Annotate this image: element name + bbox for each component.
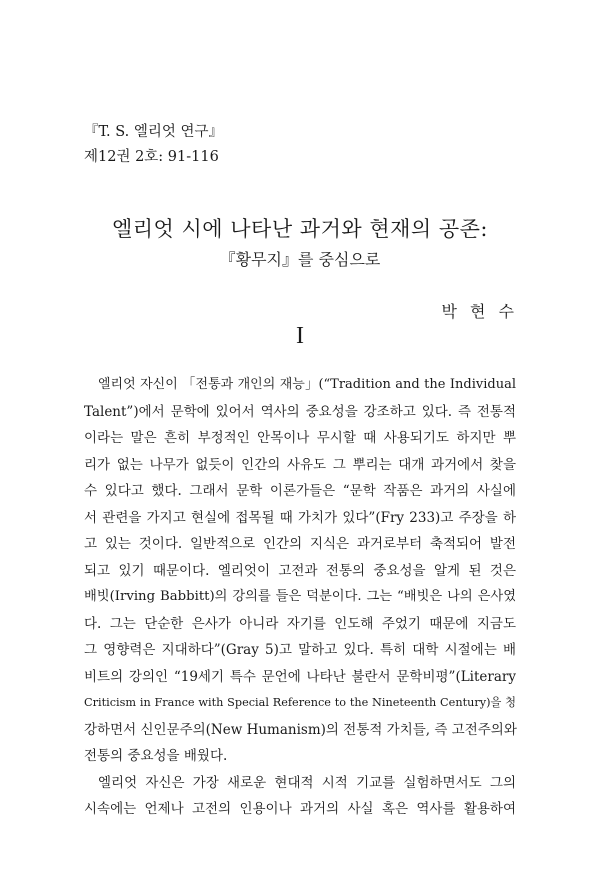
body-line: 수 있다고 했다. 그래서 문학 이론가들은 “문학 작품은 과거의 사실에	[84, 483, 516, 499]
body-line: 이라는 말은 흔히 부정적인 안목이나 무시할 때 사용되기도 하지만 뿌	[84, 430, 516, 446]
body-line: 엘리엇 자신은 가장 새로운 현대적 시적 기교를 실험하면서도 그의	[98, 774, 516, 791]
body-line: 시속에는 언제나 고전의 인용이나 과거의 사실 혹은 역사를 활용하여	[84, 801, 516, 817]
body-text	[84, 372, 516, 823]
body-line: 다. 그는 단순한 은사가 아니라 자기를 인도해 주었기 때문에 지금도	[84, 615, 516, 632]
body-line: 리가 없는 나무가 없듯이 인간의 사유도 그 뿌리는 대개 과거에서 찾을	[84, 456, 516, 473]
body-line: 강하면서 신인문주의(New Humanism)의 전통적 가치들, 즉 고전주의와	[84, 721, 517, 738]
body-line: 전통의 중요성을 배웠다.	[84, 748, 228, 764]
body-line: 배빗(Irving Babbitt)의 강의를 들은 덕분이다. 그는 “배빗은 나의 은사였	[84, 589, 516, 604]
journal-header	[84, 120, 223, 170]
body-line: Talent”)에서 문학에 있어서 역사의 중요성을 강조하고 있다. 즉 전통적	[84, 403, 516, 420]
body-line: 비트의 강의인 “19세기 특수 문언에 나타난 불란서 문학비평”(Literary	[84, 668, 516, 685]
body-line: 되고 있기 때문이다. 엘리엇이 고전과 전통의 중요성을 알게 된 것은	[84, 562, 516, 579]
journal-volume: 제12권 2호: 91-116	[84, 149, 219, 165]
article-title: 엘리엇 시에 나타난 과거와 현재의 공존:	[111, 217, 489, 241]
journal-name: 『T. S. 엘리엇 연구』	[84, 124, 224, 140]
body-line: 그 영향력은 지대하다”(Gray 5)고 말하고 있다. 특히 대학 시절에는 배	[84, 642, 516, 658]
article-subtitle: 『황무지』를 중심으로	[219, 250, 381, 269]
body-line: Criticism in France with Special Reference to the Nineteenth Century)을 청	[84, 696, 516, 709]
article-author: 박 현 수	[441, 302, 518, 321]
body-line: 엘리엇 자신이 「전통과 개인의 재능」(“Tradition and the Individual	[98, 377, 516, 392]
body-line: 고 있는 것이다. 일반적으로 인간의 지식은 과거로부터 축적되어 발전	[84, 536, 516, 552]
body-line: 서 관련을 가지고 현실에 접목될 때 가치가 있다”(Fry 233)고 주장을 하	[84, 509, 516, 526]
section-number: I	[296, 323, 304, 349]
